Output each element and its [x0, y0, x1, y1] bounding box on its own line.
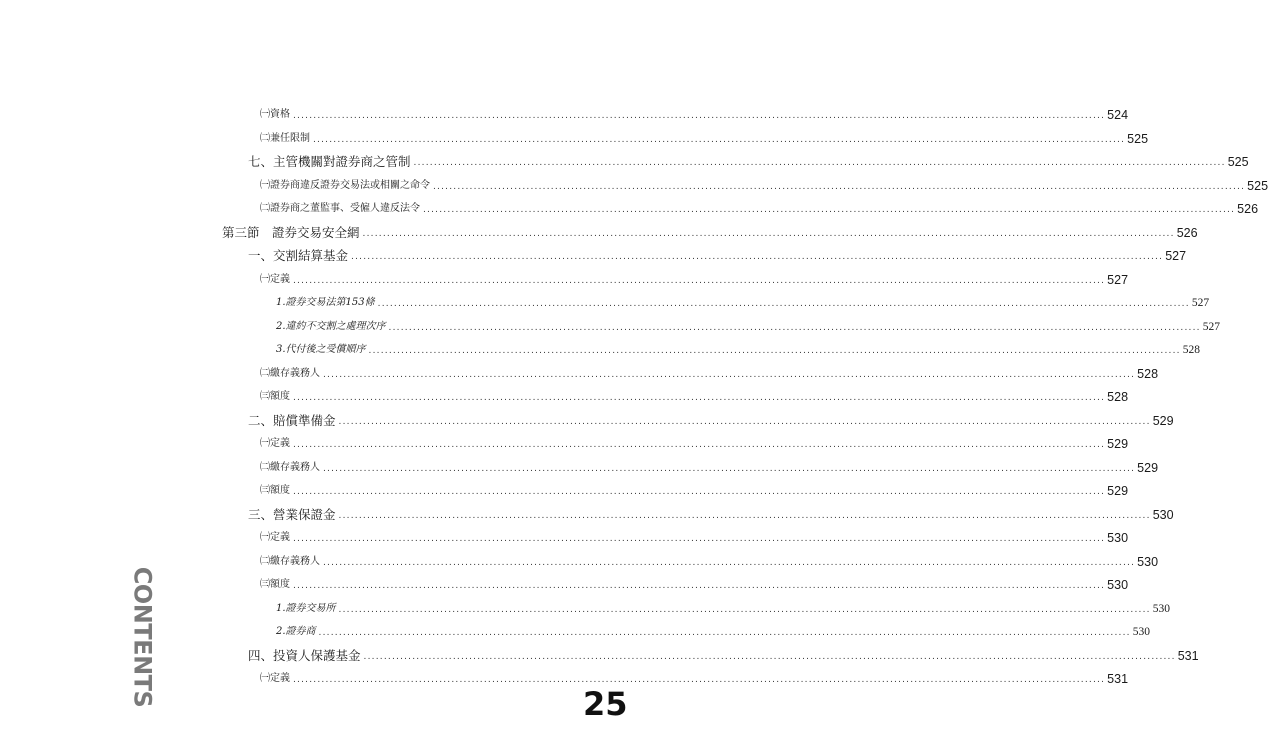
toc-entry	[260, 667, 1129, 687]
toc-entry-page: 526	[1237, 202, 1259, 216]
toc-leader-dots: ........................................................................................................................................................................................................	[368, 346, 1181, 356]
toc-entry-title: 1.證券交易法第153條	[276, 297, 375, 308]
toc-entry-title: 2.證券商	[276, 626, 316, 637]
toc-entry	[260, 432, 1129, 452]
toc-entry	[260, 362, 1159, 382]
toc-entry-page: 528	[1107, 390, 1129, 404]
toc-leader-dots: ........................................................................................................................................................................................................	[293, 581, 1106, 591]
toc-leader-dots: ........................................................................................................................................................................................................	[313, 134, 1126, 145]
toc-entry-title: ㈢額度	[260, 579, 290, 590]
toc-leader-dots: ........................................................................................................................................................................................................	[293, 111, 1106, 121]
toc-entry	[248, 150, 1249, 170]
toc-entry	[260, 127, 1149, 147]
page-number: 25	[583, 685, 628, 723]
toc-leader-dots: ........................................................................................................................................................................................................	[351, 252, 1164, 262]
toc-entry-title: ㈡繳存義務人	[260, 367, 320, 379]
toc-entry-title: 3.代付後之受償順序	[276, 344, 366, 355]
toc-leader-dots: ........................................................................................................................................................................................................	[423, 205, 1236, 215]
toc-leader-dots: ........................................................................................................................................................................................................	[323, 369, 1136, 380]
toc-entry-title: ㈢額度	[260, 391, 290, 402]
toc-leader-dots: ........................................................................................................................................................................................................	[433, 181, 1246, 192]
toc-entry-page: 529	[1137, 460, 1159, 475]
toc-entry	[248, 244, 1187, 264]
toc-entry	[222, 221, 1198, 241]
toc-entry-page: 527	[1191, 297, 1210, 309]
toc-entry-page: 531	[1107, 672, 1129, 686]
toc-entry-page: 530	[1132, 626, 1150, 638]
toc-leader-dots: ........................................................................................................................................................................................................	[338, 510, 1151, 521]
toc-leader-dots: ........................................................................................................................................................................................................	[323, 463, 1136, 474]
toc-leader-dots: ........................................................................................................................................................................................................	[388, 322, 1201, 333]
toc-leader-dots: ........................................................................................................................................................................................................	[293, 487, 1106, 497]
toc-entry	[260, 197, 1259, 217]
toc-entry	[248, 409, 1174, 429]
toc-entry-title: ㈠定義	[260, 438, 290, 449]
toc-entry-page: 530	[1152, 507, 1174, 522]
toc-entry-page: 531	[1177, 648, 1199, 663]
toc-entry-title: ㈡繳存義務人	[260, 461, 320, 473]
toc-entry	[260, 526, 1129, 546]
toc-entry	[260, 268, 1129, 288]
toc-entry-title: 一、交割結算基金	[248, 248, 349, 263]
toc-entry	[276, 315, 1220, 335]
toc-entry-page: 525	[1127, 131, 1149, 146]
contents-label-text: CONTENTS	[128, 566, 157, 708]
toc-entry-page: 530	[1152, 602, 1170, 615]
toc-entry-page: 527	[1202, 320, 1220, 333]
toc-entry-title: 2.違約不交割之處理次序	[276, 320, 386, 332]
toc-entry-page: 530	[1107, 578, 1129, 592]
toc-entry-title: ㈠證券商違反證券交易法或相關之命令	[260, 179, 430, 191]
toc-entry-page: 526	[1176, 225, 1198, 240]
toc-leader-dots: ........................................................................................................................................................................................................	[413, 158, 1226, 168]
toc-entry	[260, 573, 1129, 593]
contents-side-label	[128, 566, 157, 708]
toc-entry	[260, 456, 1159, 476]
toc-leader-dots: ........................................................................................................................................................................................................	[363, 651, 1176, 662]
toc-entry	[260, 103, 1129, 123]
toc-leader-dots: ........................................................................................................................................................................................................	[323, 557, 1136, 568]
toc-entry-page: 529	[1107, 484, 1129, 498]
toc-leader-dots: ........................................................................................................................................................................................................	[318, 628, 1131, 638]
toc-entry-title: 三、營業保證金	[248, 506, 336, 522]
toc-leader-dots: ........................................................................................................................................................................................................	[362, 228, 1175, 239]
toc-entry-page: 530	[1107, 531, 1129, 545]
toc-entry-title: 1.證券交易所	[276, 602, 336, 614]
toc-entry-title: ㈠定義	[260, 532, 290, 543]
toc-entry-title: 四、投資人保護基金	[248, 647, 361, 663]
toc-entry	[248, 503, 1174, 523]
toc-leader-dots: ........................................................................................................................................................................................................	[293, 534, 1106, 544]
toc-leader-dots: ........................................................................................................................................................................................................	[338, 416, 1151, 427]
toc-entry	[260, 479, 1129, 499]
toc-leader-dots: ........................................................................................................................................................................................................	[338, 604, 1151, 615]
toc-leader-dots: ........................................................................................................................................................................................................	[293, 275, 1106, 286]
toc-entry	[276, 597, 1170, 617]
toc-entry-title: ㈡兼任限制	[260, 132, 310, 144]
toc-leader-dots: ........................................................................................................................................................................................................	[293, 393, 1106, 403]
toc-entry-page: 529	[1152, 413, 1174, 428]
toc-entry	[276, 620, 1150, 640]
toc-entry-page: 525	[1247, 178, 1268, 193]
toc-entry-title: 第三節 證券交易安全網	[222, 224, 360, 240]
toc-entry-page: 529	[1107, 437, 1129, 451]
toc-entry-page: 524	[1107, 108, 1129, 122]
toc-entry-page: 528	[1137, 366, 1159, 381]
toc-leader-dots: ........................................................................................................................................................................................................	[377, 299, 1190, 309]
toc-entry-page: 525	[1227, 155, 1249, 169]
toc-entry-title: ㈠定義	[260, 273, 290, 285]
toc-entry	[260, 174, 1268, 194]
toc-entry-title: ㈠定義	[260, 673, 290, 684]
toc-entry-title: ㈡證券商之董監事、受僱人違反法令	[260, 203, 420, 214]
toc-entry-title: ㈡繳存義務人	[260, 555, 320, 567]
toc-entry-title: ㈢額度	[260, 485, 290, 496]
toc-leader-dots: ........................................................................................................................................................................................................	[293, 440, 1106, 450]
toc-entry	[260, 550, 1159, 570]
toc-entry	[276, 291, 1210, 311]
toc-entry	[276, 338, 1200, 358]
toc-entry	[260, 385, 1129, 405]
toc-entry-page: 530	[1137, 554, 1159, 569]
toc-entry-title: ㈠資格	[260, 109, 290, 120]
toc-entry-page: 527	[1165, 249, 1187, 263]
toc-leader-dots: ........................................................................................................................................................................................................	[293, 675, 1106, 685]
toc-entry-title: 七、主管機關對證券商之管制	[248, 154, 411, 169]
toc-entry	[248, 644, 1199, 664]
toc-entry-page: 528	[1182, 344, 1200, 356]
toc-entry-page: 527	[1107, 272, 1129, 287]
toc-entry-title: 二、賠償準備金	[248, 412, 336, 428]
